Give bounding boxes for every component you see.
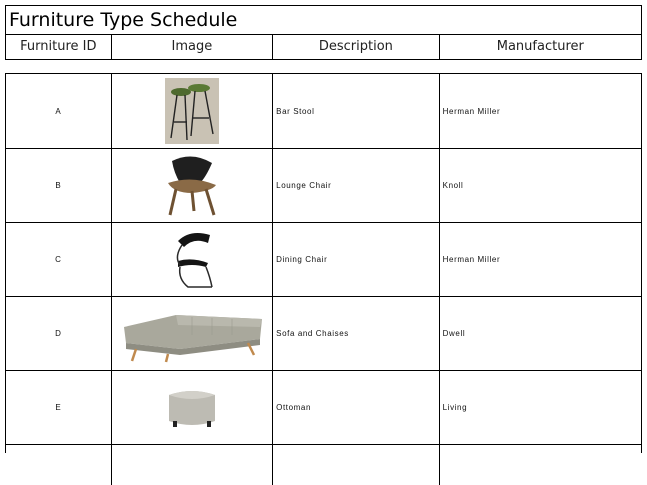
- description-cell: Ottoman: [273, 371, 439, 444]
- manufacturer-cell: Herman Miller: [442, 255, 501, 264]
- image-cell: [112, 74, 273, 148]
- furniture-id-cell: C: [6, 223, 112, 296]
- table-row: [6, 223, 641, 297]
- manufacturer-cell: Dwell: [442, 329, 466, 338]
- schedule-title: Furniture Type Schedule: [6, 6, 641, 35]
- column-header-furniture-id: Furniture ID: [6, 35, 112, 59]
- bar-stool-image: [165, 78, 219, 144]
- table-row: [6, 74, 641, 149]
- column-header-manufacturer: Manufacturer: [496, 39, 584, 54]
- column-header-image: Image: [112, 35, 273, 59]
- table-row: [6, 149, 641, 223]
- description-cell: Lounge Chair: [273, 149, 439, 222]
- empty-cell: [6, 445, 112, 485]
- image-cell: [112, 371, 273, 444]
- empty-cell: [440, 445, 641, 485]
- column-headers: [6, 35, 641, 60]
- description-cell: Bar Stool: [273, 74, 439, 148]
- table-row: [6, 371, 641, 445]
- empty-cell: [273, 445, 439, 485]
- dining-chair-image: [166, 227, 218, 293]
- table-row-partial: [6, 445, 641, 485]
- description-cell: Dining Chair: [273, 223, 439, 296]
- manufacturer-cell: Herman Miller: [442, 106, 501, 116]
- furniture-id-cell: D: [6, 297, 112, 370]
- furniture-id-cell: B: [6, 149, 112, 222]
- manufacturer-cell: Knoll: [442, 181, 464, 190]
- empty-cell: [112, 445, 273, 485]
- lounge-chair-image: [162, 153, 222, 219]
- table-row: [6, 297, 641, 371]
- schedule-table-body: [5, 73, 642, 453]
- sofa-image: [120, 305, 264, 363]
- image-cell: [112, 149, 273, 222]
- ottoman-image: [163, 383, 221, 433]
- description-cell: Sofa and Chaises: [273, 297, 439, 370]
- furniture-id-cell: E: [6, 371, 112, 444]
- furniture-id-cell: A: [6, 74, 112, 148]
- image-cell: [112, 223, 273, 296]
- image-cell: [112, 297, 273, 370]
- manufacturer-cell: Living: [442, 403, 468, 412]
- column-header-description: Description: [273, 35, 439, 59]
- schedule-header: [5, 5, 642, 60]
